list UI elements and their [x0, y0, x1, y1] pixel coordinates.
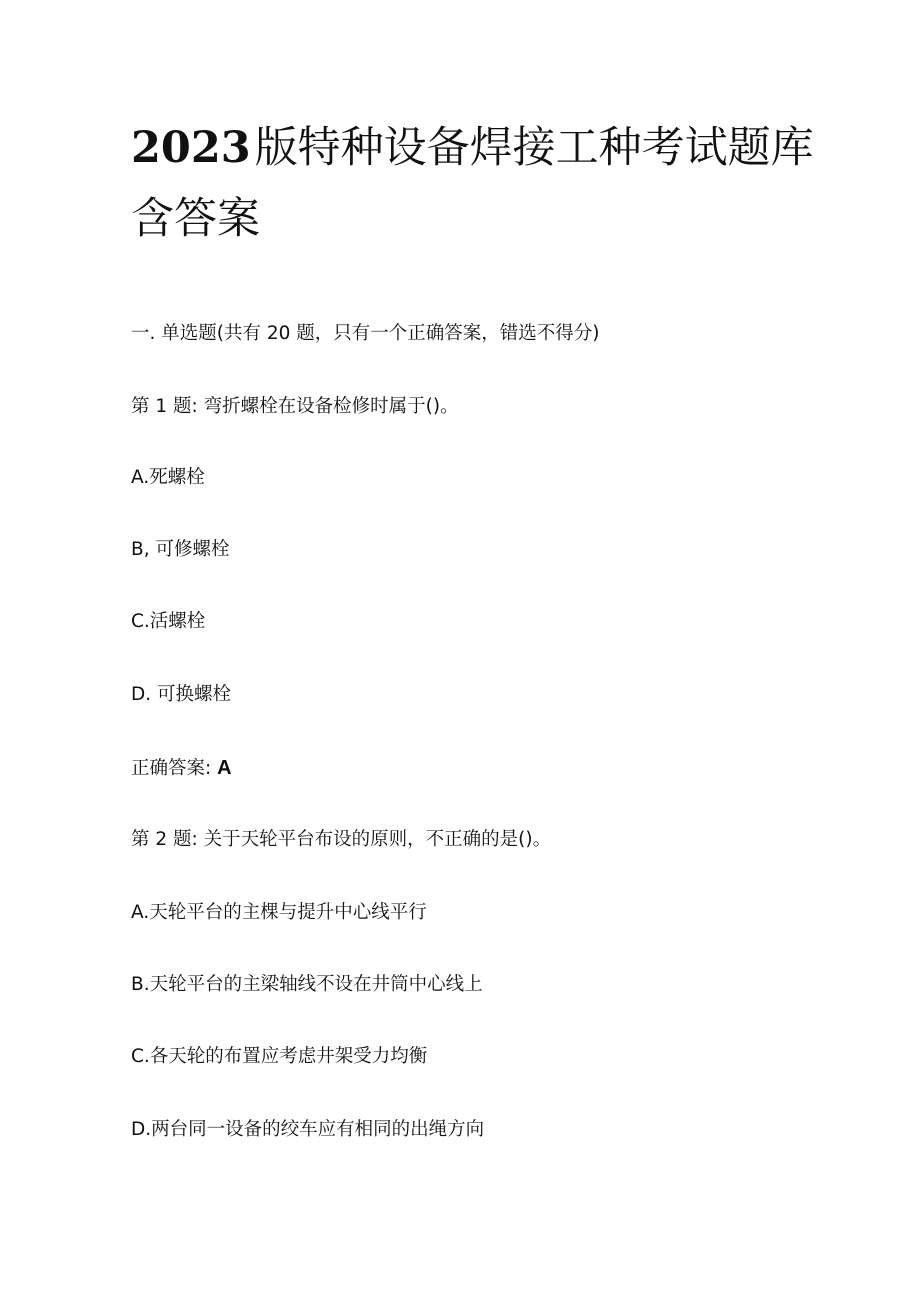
- question-1-answer: [131, 756, 232, 781]
- answer-label: 正确答案:: [131, 758, 218, 779]
- question-1-option-c: C.活螺栓: [131, 611, 206, 632]
- question-2-option-a: A.天轮平台的主棵与提升中心线平行: [131, 902, 427, 923]
- question-2-option-b: B.天轮平台的主梁轴线不设在井筒中心线上: [131, 974, 483, 995]
- question-2-option-d: D.两台同一设备的绞车应有相同的出绳方向: [131, 1119, 485, 1140]
- question-1-option-b: B, 可修螺栓: [131, 539, 230, 560]
- question-2-option-c: C.各天轮的布置应考虑井架受力均衡: [131, 1046, 428, 1067]
- document-title-line-2: 含答案: [131, 194, 260, 244]
- question-1-stem: 第 1 题: 弯折螺栓在设备检修时属于()。: [131, 396, 459, 417]
- answer-value: A: [217, 757, 232, 779]
- document-title-line-1: [131, 124, 831, 172]
- section-heading: 一. 单选题(共有 20 题，只有一个正确答案，错选不得分): [131, 323, 600, 344]
- question-1-option-d: D. 可换螺栓: [131, 684, 232, 705]
- question-2-stem: 第 2 题: 关于天轮平台布设的原则，不正确的是()。: [131, 829, 552, 850]
- title-text: 版特种设备焊接工种考试题库: [254, 123, 814, 173]
- title-year: 2023: [131, 123, 251, 173]
- question-1-option-a: A.死螺栓: [131, 467, 205, 488]
